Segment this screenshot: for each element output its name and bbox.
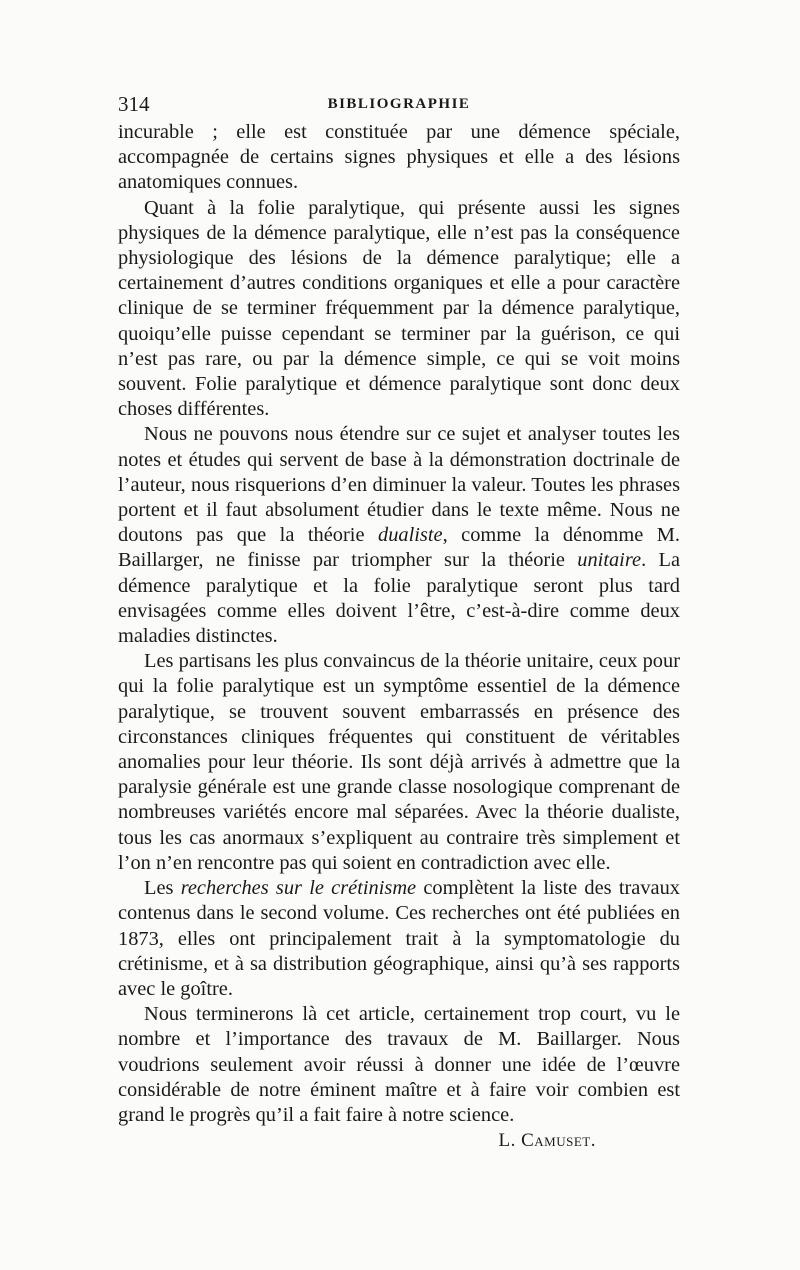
italic-title-cretinisme: recherches sur le crétinisme <box>180 877 417 900</box>
body-text <box>118 120 680 1128</box>
text-run: complètent la liste des travaux contenus dans le second volume. Ces recherches ont été publiées en 1873, elles ont principalement trait à la symptomatologie du crétinisme, et à sa distribution géographique, ainsi qu’à ses rapports avec le goître. <box>118 877 680 1000</box>
page-number: 314 <box>118 92 150 116</box>
italic-term-unitaire: unitaire <box>577 549 642 572</box>
text-run: Les <box>144 877 181 900</box>
book-page <box>118 88 680 1153</box>
text-run: Nous terminerons là cet article, certainement trop court, vu le nombre et l’importance des travaux de M. Baillarger. Nous voudrions seulement avoir réussi à donner une idée de l’œuvre considérable de notre éminent maître et à faire voir combien est grand le progrès qu’il a fait faire à notre science. <box>118 1003 680 1126</box>
text-run: incurable ; elle est constituée par une démence spéciale, accompagnée de certains signes physiques et elle a des lésions anatomiques connues. <box>118 121 680 194</box>
running-head <box>118 88 680 120</box>
paragraph <box>118 1002 680 1128</box>
italic-term-dualiste: dualiste <box>378 524 443 547</box>
text-run: Les partisans les plus convaincus de la théorie unitaire, ceux pour qui la folie paralytique est un symptôme essentiel de la démence paralytique, se trouvent souvent embarrassés en présence des circonstances cliniques fréquentes qui constituent de véritables anomalies pour leur théorie. Ils sont déjà arrivés à admettre que la paralysie générale est une grande classe nosologique comprenant de nombreuses variétés encore mal séparées. Avec la théorie dualiste, tous les cas anormaux s’expliquent au contraire très simplement et l’on n’en rencontre pas qui soient en contradiction avec elle. <box>118 650 680 874</box>
text-run: . La démence paralytique et la folie paralytique seront plus tard envisagées comme elles doivent l’être, c’est-à-dire comme deux maladies distinctes. <box>118 549 681 648</box>
author-signature <box>118 1128 680 1153</box>
paragraph <box>118 196 680 423</box>
text-run: Quant à la folie paralytique, qui présente aussi les signes physiques de la démence paralytique, elle n’est pas la conséquence physiologique des lésions de la démence paralytique; elle a certainement d’autres conditions organiques et elle a pour caractère clinique de se terminer fréquemment par la démence paralytique, quoiqu’elle puisse cependant se terminer par la guérison, ce qui n’est pas rare, ou par la démence simple, ce qui se voit moins souvent. Folie paralytique et démence paralytique sont donc deux choses différentes. <box>118 196 680 421</box>
paragraph <box>118 422 680 649</box>
signature-text: L. Camuset. <box>498 1130 596 1152</box>
text-run: Nous ne pouvons nous étendre sur ce sujet et analyser toutes les notes et études qui servent de base à la démonstration doctrinale de l’auteur, nous risquerions d’en diminuer la valeur. Toutes les phrases portent et il faut absolument étudier dans le texte même. Nous ne doutons pas que la théorie <box>118 423 680 547</box>
paragraph <box>118 876 680 1002</box>
paragraph <box>118 649 680 876</box>
paragraph <box>118 120 680 196</box>
text-run: , comme la dénomme M. Baillarger, ne finisse par triompher sur la théorie <box>118 524 681 572</box>
running-title: BIBLIOGRAPHIE <box>327 96 471 112</box>
